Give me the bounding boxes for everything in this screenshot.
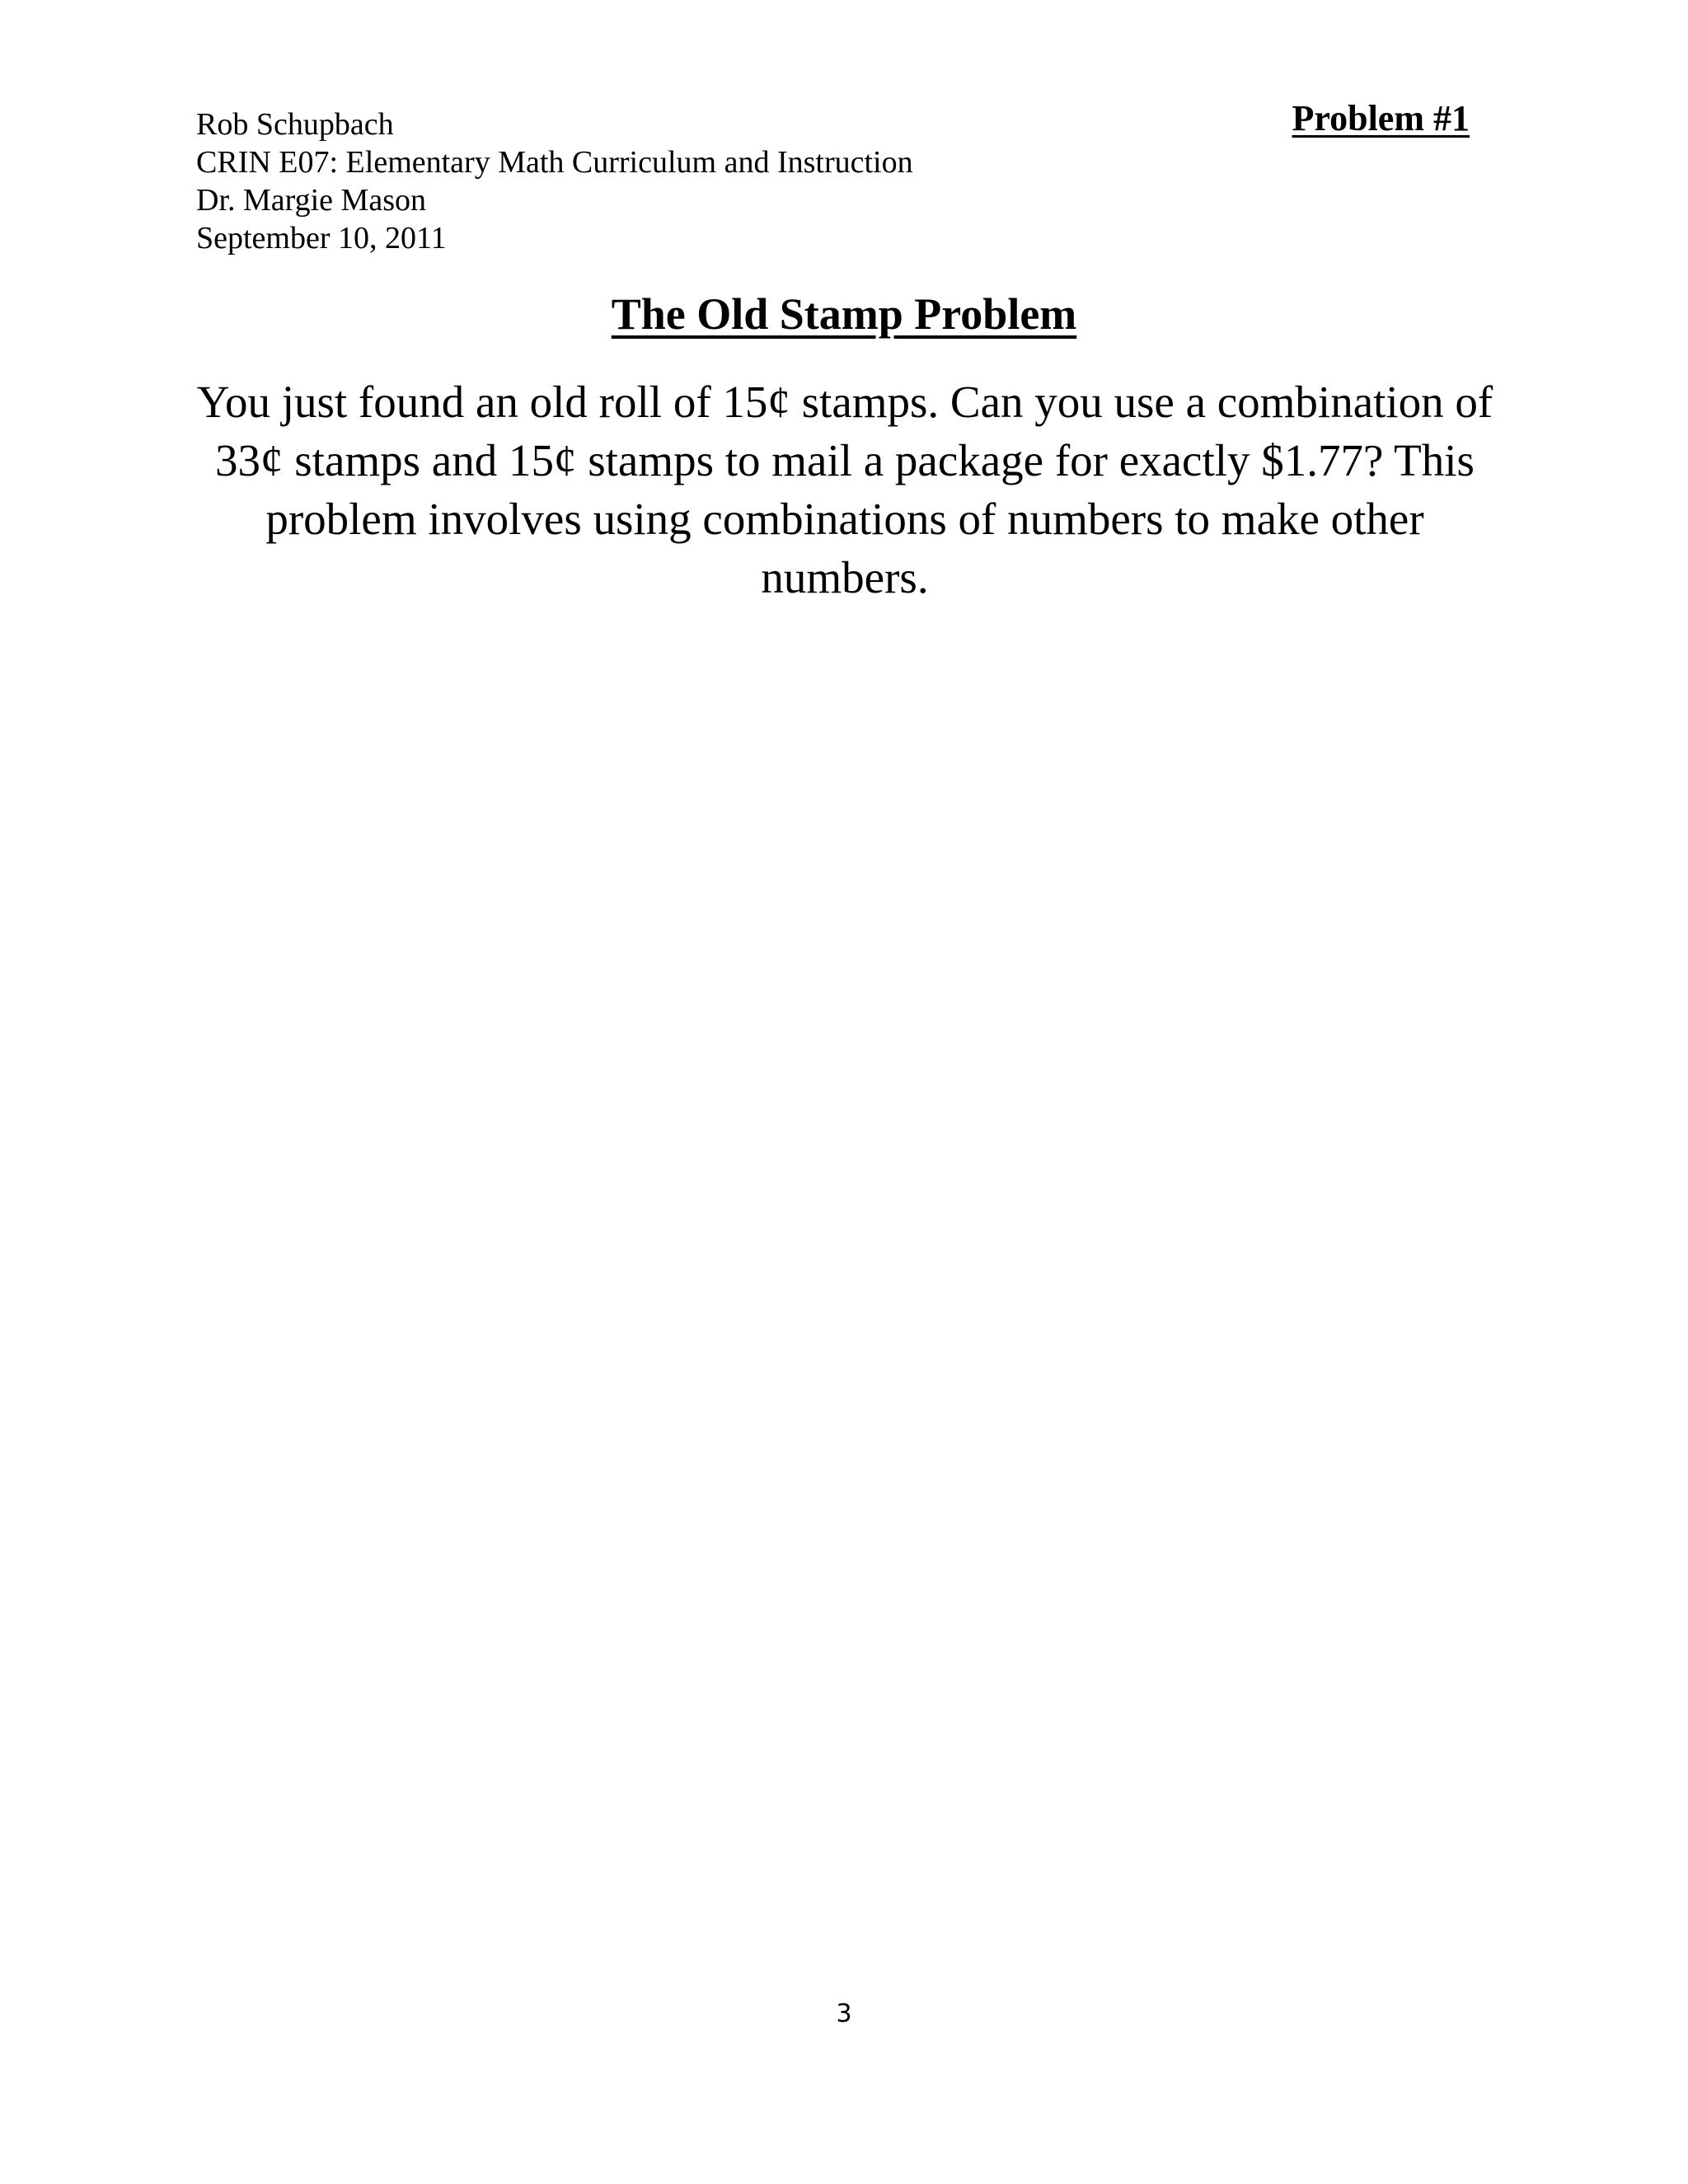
course-name: CRIN E07: Elementary Math Curriculum and Instruction — [196, 145, 913, 180]
page-number: 3 — [836, 1999, 852, 2028]
instructor-name: Dr. Margie Mason — [196, 183, 426, 218]
problem-number-label: Problem #1 — [1292, 98, 1470, 138]
problem-statement: You just found an old roll of 15¢ stamps. Can you use a combination of 33¢ stamps and 15¢ stamps to mail a package for exactly $1.77? This problem involves using combinations of numbers to make other numbers. — [196, 377, 1493, 602]
document-date: September 10, 2011 — [196, 221, 447, 255]
page-title: The Old Stamp Problem — [611, 289, 1077, 339]
author-name: Rob Schupbach — [196, 107, 394, 142]
document-header — [196, 105, 1020, 257]
